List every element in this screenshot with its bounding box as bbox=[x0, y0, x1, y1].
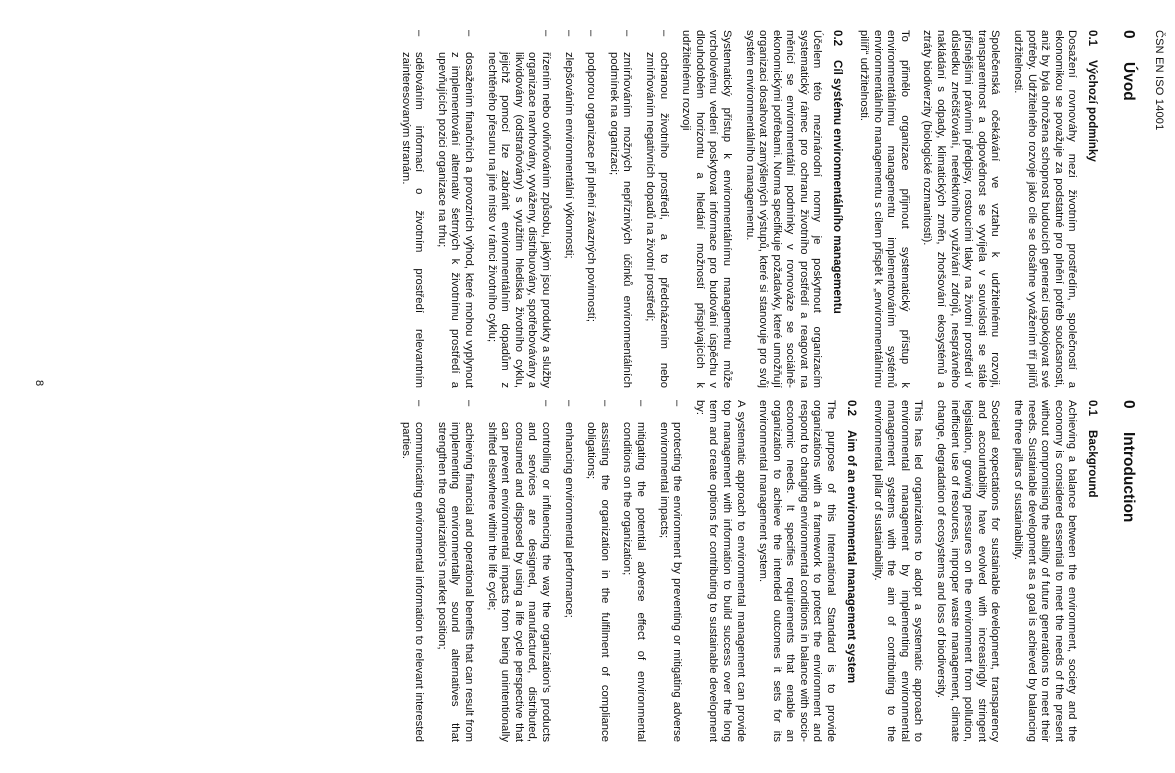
list-item-text: zlepšováním environmentální výkonnosti; bbox=[562, 52, 575, 259]
section-heading-en-2 bbox=[844, 400, 858, 742]
list-item bbox=[656, 400, 683, 742]
list-item-text: dosažením finančních a provozních výhod, které mohou vyplynout z implementování alternativ šetrných k životnímu prostředí a upevňujících pozici organizace na trhu; bbox=[435, 52, 476, 388]
dash-marker: – bbox=[585, 30, 598, 37]
list-item-text: achieving financial and operational benefits that can result from implementing environmentally sound alternatives that strengthen the organization's market position; bbox=[435, 422, 476, 742]
section-heading-en-1 bbox=[1085, 400, 1099, 742]
list-item-text: řízením nebo ovlivňováním způsobu, jakým jsou produkty a služby organizace navrhovány, vyváženy, distribuovány, spotřebovávány a likvidovány (odstraňovány) s využitím hlediska životního cyklu, jejichž pomocí lze zabránit environmentálním dopadům z nechtěného přesunu na jiné místo v rámci životního cyklu; bbox=[485, 52, 552, 388]
dash-marker: – bbox=[463, 30, 476, 37]
list-item bbox=[484, 400, 552, 742]
dash-marker: – bbox=[634, 400, 647, 407]
list-item bbox=[398, 400, 425, 742]
section-heading-cs-2 bbox=[831, 30, 845, 388]
paragraph-cs-4: Účelem této mezinárodní normy je poskytnout organizacím systematický rámec pro ochranu životního prostředí a reagovat na měnící se environmentální podmínky v rovnováze se sociálně-ekonomickými potřebami. Norma specifikuje požadavky, které umožňují organizaci dosahovat zamýšlených výstupů, které si stanovuje pro svůj systém environmentálního managementu. bbox=[743, 30, 824, 388]
list-item bbox=[584, 400, 611, 742]
list-item bbox=[561, 30, 575, 388]
page-number: 8 bbox=[33, 380, 45, 387]
list-item bbox=[620, 400, 647, 742]
dash-marker: – bbox=[463, 400, 476, 407]
list-item bbox=[398, 30, 425, 388]
list-item-text: communicating environmental information to relevant interested parties. bbox=[399, 422, 426, 742]
chapter-number-en: 0 bbox=[1120, 400, 1137, 409]
document-header: ČSN EN ISO 14001 bbox=[1153, 30, 1165, 131]
english-column bbox=[389, 400, 1135, 742]
list-item bbox=[561, 400, 575, 742]
list-item bbox=[642, 30, 669, 388]
paragraph-en-4: The purpose of this International Standard is to provide organizations with a framework to protect the environment and respond to changing environmental conditions in balance with socio-economic needs. It specifies requirements that enable an organization to achieve the intended outcomes it sets for its environmental management system. bbox=[757, 400, 838, 742]
czech-column bbox=[389, 30, 1135, 388]
list-item bbox=[484, 30, 552, 388]
list-item-text: zmírňováním možných nepříznivých účinků environmentálních podmínek na organizaci; bbox=[607, 52, 634, 388]
chapter-heading-en bbox=[1121, 400, 1135, 742]
chapter-number-cs: 0 bbox=[1120, 30, 1137, 39]
dash-marker: – bbox=[671, 400, 684, 407]
chapter-title-cs: Úvod bbox=[1120, 62, 1137, 101]
paragraph-en-1: Achieving a balance between the environment, society and the economy is considered essential to meet the needs of the present without compromising the ability of future generations to meet their needs. Sustainable development as a goal is achieved by balancing the three pillars of sustainability. bbox=[1012, 400, 1079, 742]
paragraph-cs-2: Společenská očekávání ve vztahu k udržitelnému rozvoji, transparentnost a odpovědnost se vyvíjela v souvislosti se stále přísnějšími právními předpisy, rostoucími tlaky na životní prostředí v důsledku znečišťování, neefektivního využívání zdrojů, nesprávného nakládání s odpady, klimatických změn, zhoršování ekosystémů a ztráty biodiverzity (biologické rozmanitosti). bbox=[921, 30, 1002, 388]
list-item-text: protecting the environment by preventing or mitigating adverse environmental impacts; bbox=[657, 422, 684, 742]
list-item bbox=[434, 30, 475, 388]
paragraph-en-3: This has led organizations to adopt a systematic approach to environmental management by implementing environmental management systems with the aim of contributing to the environmental pillar of sustainability. bbox=[871, 400, 925, 742]
list-item-text: enhancing environmental performance; bbox=[562, 422, 575, 618]
list-item-text: mitigating the potential adverse effect of environmental conditions on the organization; bbox=[621, 422, 647, 742]
section-heading-cs-1 bbox=[1085, 30, 1099, 388]
list-item-text: ochranou životního prostředí, a to předcházením nebo zmírňováním negativních dopadů na životní prostředí; bbox=[643, 52, 670, 388]
dash-marker: – bbox=[413, 400, 426, 407]
list-item bbox=[434, 400, 475, 742]
chapter-heading-cs bbox=[1121, 30, 1135, 388]
section-number-cs-1: 0.1 bbox=[1086, 30, 1100, 47]
list-item-text: podporou organizace při plnění závazných povinností; bbox=[585, 52, 598, 323]
list-item bbox=[584, 30, 598, 388]
dash-marker: – bbox=[657, 30, 670, 37]
section-title-en-2: Aim of an environmental management system bbox=[845, 430, 859, 684]
bullet-list-en bbox=[398, 400, 683, 742]
paragraph-cs-3: To přimělo organizace přijmout systematický přístup k environmentálnímu managementu implementováním systémů environmentálního managementu s cílem přispět k „environmentálnímu pilíři“ udržitelnosti. bbox=[858, 30, 911, 388]
dash-marker: – bbox=[540, 30, 552, 37]
dash-marker: – bbox=[621, 30, 634, 37]
paragraph-en-2: Societal expectations for sustainable development, transparency and accountability have evolved with increasingly stringent legislation, growing pressures on the environment from pollution, inefficient use of resources, improper waste management, climate change, degradation of ecosystems and loss of biodiversity. bbox=[935, 400, 1002, 742]
section-number-en-1: 0.1 bbox=[1086, 400, 1100, 417]
section-title-en-1: Background bbox=[1086, 430, 1100, 498]
dash-marker: – bbox=[562, 30, 575, 37]
section-number-en-2: 0.2 bbox=[845, 400, 859, 417]
section-title-cs-2: Cíl systému environmentálního managementu bbox=[831, 60, 845, 314]
dash-marker: – bbox=[540, 400, 552, 407]
paragraph-cs-1: Dosažení rovnováhy mezi životním prostředím, společností a ekonomikou se považuje za podstatné pro plnění potřeb současnosti, aniž by byla ohrožena schopnost budoucích generací uspokojovat své potřeby. Udržitelného rozvoje jako cíle se dosáhne vyvážením tří pilířů udržitelnosti. bbox=[1012, 30, 1079, 388]
bullet-list-cs bbox=[398, 30, 670, 388]
dash-marker: – bbox=[562, 400, 575, 407]
paragraph-cs-5: Systematický přístup k environmentálnímu managementu může vrcholovému vedení poskytovat informace pro budování úspěchu v dlouhodobém horizontu a hledání možností přispívajících k udržitelnému rozvoji bbox=[680, 30, 733, 388]
list-item-text: controlling or influencing the way the organization's products and services are designed, manufactured, distributed, consumed and disposed by using a life cycle perspective that can prevent environmental impacts from being unintentionally shifted elsewhere within the life cycle; bbox=[485, 422, 552, 742]
section-number-cs-2: 0.2 bbox=[831, 30, 845, 47]
list-item bbox=[606, 30, 633, 388]
list-item-text: assisting the organization in the fulfilment of compliance obligations; bbox=[585, 422, 611, 742]
paragraph-en-5: A systematic approach to environmental management can provide top management with information to build success over the long term and create options for contributing to sustainable development by: bbox=[693, 400, 747, 742]
section-title-cs-1: Výchozí podmínky bbox=[1086, 60, 1100, 162]
chapter-title-en: Introduction bbox=[1120, 432, 1137, 523]
dash-marker: – bbox=[413, 30, 426, 37]
dash-marker: – bbox=[598, 400, 611, 407]
list-item-text: sdělováním informací o životním prostředí relevantním zainteresovaným stranám. bbox=[399, 52, 426, 388]
